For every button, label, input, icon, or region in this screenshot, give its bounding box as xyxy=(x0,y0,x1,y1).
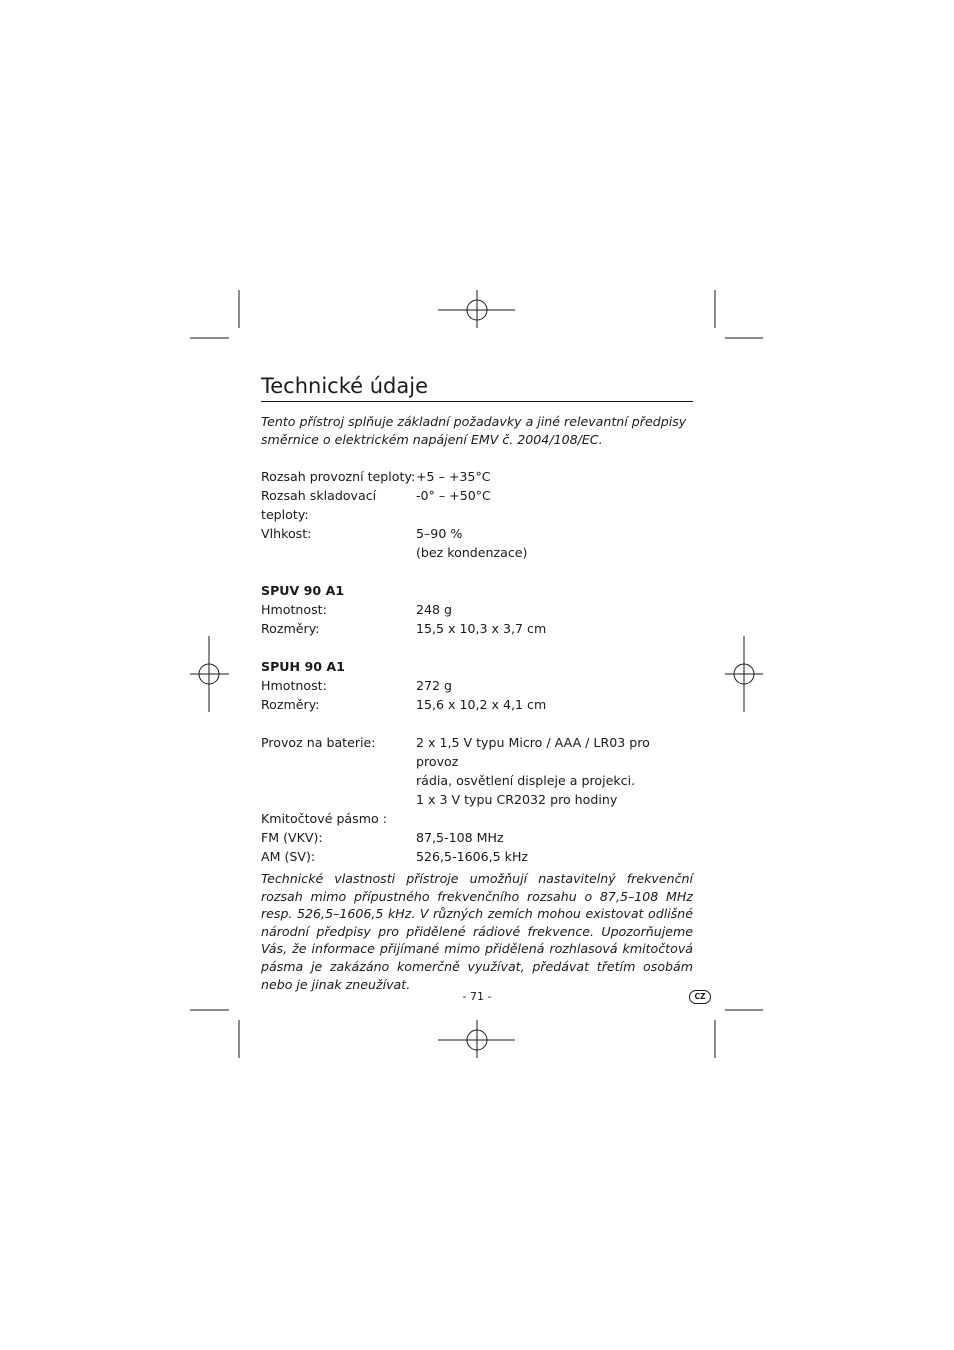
spec-row xyxy=(261,847,693,866)
spec-value: (bez kondenzace) xyxy=(416,545,528,560)
general-specs xyxy=(261,467,693,562)
spacer xyxy=(261,714,693,733)
spec-value: 1 x 3 V typu CR2032 pro hodiny xyxy=(416,792,618,807)
spec-label xyxy=(261,543,416,562)
spec-value: +5 – +35°C xyxy=(416,469,491,484)
spec-row xyxy=(261,695,693,714)
spec-label: Vlhkost: xyxy=(261,526,312,541)
spec-label: Kmitočtové pásmo : xyxy=(261,811,387,826)
spec-value: 526,5-1606,5 kHz xyxy=(416,849,529,864)
spec-label xyxy=(261,790,416,809)
spec-row xyxy=(261,733,693,771)
spec-row xyxy=(261,543,693,562)
spec-value: 87,5-108 MHz xyxy=(416,830,504,845)
spec-value xyxy=(416,809,693,828)
spec-label: Provoz na baterie: xyxy=(261,735,376,750)
spec-row xyxy=(261,676,693,695)
spec-row xyxy=(261,809,693,828)
spec-label: Rozměry: xyxy=(261,621,320,636)
model-heading-spuv: SPUV 90 A1 xyxy=(261,583,345,598)
spec-row xyxy=(261,467,693,486)
spec-value: 15,6 x 10,2 x 4,1 cm xyxy=(416,697,547,712)
intro-paragraph: Tento přístroj splňuje základní požadavky a jiné relevantní předpisy směrnice o elektrickém napájení EMV č. 2004/108/EC. xyxy=(261,414,687,447)
spec-value: 248 g xyxy=(416,602,453,617)
spec-label: Hmotnost: xyxy=(261,602,327,617)
frequency-note: Technické vlastnosti přístroje umožňují nastavitelný frekvenční rozsah mimo přípustného frekvenčního rozsahu o 87,5–108 MHz resp. 526,5–1606,5 kHz. V různých zemích mohou existovat odlišné národní předpisy pro přidělené rádiové frekvence. Upozorňujeme Vás, že informace přijímané mimo přidělená rozhlasová kmitočtová pásma je zakázáno komerčně využívat, předávat třetím osobám nebo je jinak zneužívat. xyxy=(261,871,693,992)
spec-label: AM (SV): xyxy=(261,849,316,864)
spec-row xyxy=(261,771,693,790)
spec-row xyxy=(261,790,693,809)
page-number: - 71 - xyxy=(462,990,492,1003)
spec-value: rádia, osvětlení displeje a projekci. xyxy=(416,773,636,788)
spec-label: Rozsah skladovací teploty: xyxy=(261,488,377,522)
spec-row xyxy=(261,619,693,638)
spec-row xyxy=(261,828,693,847)
spec-row xyxy=(261,486,693,524)
content xyxy=(261,372,693,993)
spec-label: Rozsah provozní teploty: xyxy=(261,469,416,484)
spec-row xyxy=(261,524,693,543)
spec-label: Rozměry: xyxy=(261,697,320,712)
spec-value: 2 x 1,5 V typu Micro / AAA / LR03 pro provoz xyxy=(416,735,650,769)
spec-value: 272 g xyxy=(416,678,453,693)
spec-row xyxy=(261,600,693,619)
spec-label xyxy=(261,771,416,790)
spec-label: Hmotnost: xyxy=(261,678,327,693)
language-badge: CZ xyxy=(689,990,711,1004)
spec-label: FM (VKV): xyxy=(261,830,323,845)
model-heading-spuh: SPUH 90 A1 xyxy=(261,659,345,674)
spec-value: 15,5 x 10,3 x 3,7 cm xyxy=(416,621,547,636)
page-title: Technické údaje xyxy=(261,372,693,402)
spec-value: 5–90 % xyxy=(416,526,463,541)
spec-value: -0° – +50°C xyxy=(416,488,491,503)
